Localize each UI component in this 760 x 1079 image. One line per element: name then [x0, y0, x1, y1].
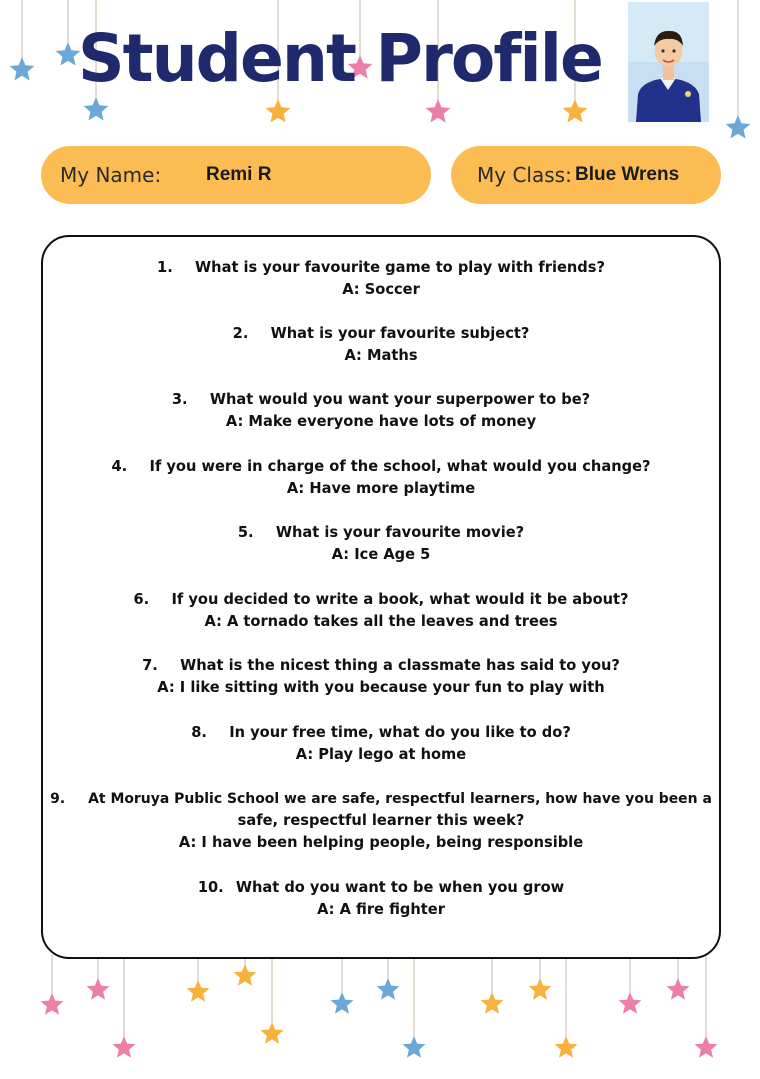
answer: A: I have been helping people, being responsible [178, 834, 584, 851]
answer: A: Have more playtime [286, 480, 476, 497]
star-icon [563, 99, 588, 123]
star-icon [555, 1036, 578, 1058]
star-icon [481, 992, 504, 1014]
question: 3. What would you want your superpower to be? [171, 391, 591, 408]
star-icon [234, 964, 257, 986]
star-icon [695, 1036, 718, 1058]
answer: A: A fire fighter [317, 901, 445, 918]
student-class: Blue Wrens [575, 164, 680, 185]
star-icon [84, 97, 109, 121]
page-title: Student Profile [78, 20, 602, 97]
star-icon [87, 978, 110, 1000]
class-label: My Class: [477, 163, 572, 187]
star-icon [529, 978, 552, 1000]
star-icon [331, 992, 354, 1014]
star-icon [41, 993, 64, 1015]
star-icon [377, 978, 400, 1000]
star-icon [726, 115, 751, 139]
qa-item [43, 722, 719, 766]
question: 9. At Moruya Public School we are safe, respectful learners, how have you been a [50, 791, 712, 807]
name-label: My Name: [60, 163, 162, 187]
star-icon [266, 99, 291, 123]
questions-card [41, 235, 721, 959]
qa-item [43, 456, 719, 500]
question: 7. What is the nicest thing a classmate has said to you? [142, 657, 620, 674]
answer: A: Ice Age 5 [331, 546, 431, 563]
qa-item [43, 589, 719, 633]
star-icon [187, 980, 210, 1002]
answer: A: I like sitting with you because your fun to play with [157, 679, 605, 696]
student-photo [628, 2, 709, 122]
question: 6. If you decided to write a book, what would it be about? [133, 591, 629, 608]
qa-item [43, 257, 719, 301]
qa-item [43, 788, 719, 854]
qa-item [43, 323, 719, 367]
qa-item [43, 389, 719, 433]
answer: A: Make everyone have lots of money [225, 413, 537, 430]
answer: A: Maths [344, 347, 418, 364]
class-pill [451, 146, 721, 204]
star-icon [113, 1036, 136, 1058]
qa-item [43, 877, 719, 921]
star-icon [261, 1022, 284, 1044]
star-icon [426, 99, 451, 123]
question: 8. In your free time, what do you like to do? [191, 724, 571, 741]
star-icon [10, 57, 35, 81]
question: 4. If you were in charge of the school, what would you change? [111, 458, 651, 475]
answer: A: Play lego at home [295, 746, 467, 763]
star-icon [667, 978, 690, 1000]
answer: A: A tornado takes all the leaves and trees [204, 613, 558, 630]
question: 10. What do you want to be when you grow [197, 879, 565, 896]
qa-item [43, 655, 719, 699]
question: 5. What is your favourite movie? [237, 524, 525, 541]
question-continued: safe, respectful learner this week? [237, 812, 525, 829]
answer: A: Soccer [342, 281, 420, 298]
star-icon [56, 42, 81, 66]
name-pill [41, 146, 431, 204]
star-icon [619, 992, 642, 1014]
star-icon [403, 1036, 426, 1058]
question: 1. What is your favourite game to play with friends? [157, 259, 605, 276]
question: 2. What is your favourite subject? [232, 325, 530, 342]
qa-item [43, 522, 719, 566]
student-name: Remi R [206, 164, 272, 185]
